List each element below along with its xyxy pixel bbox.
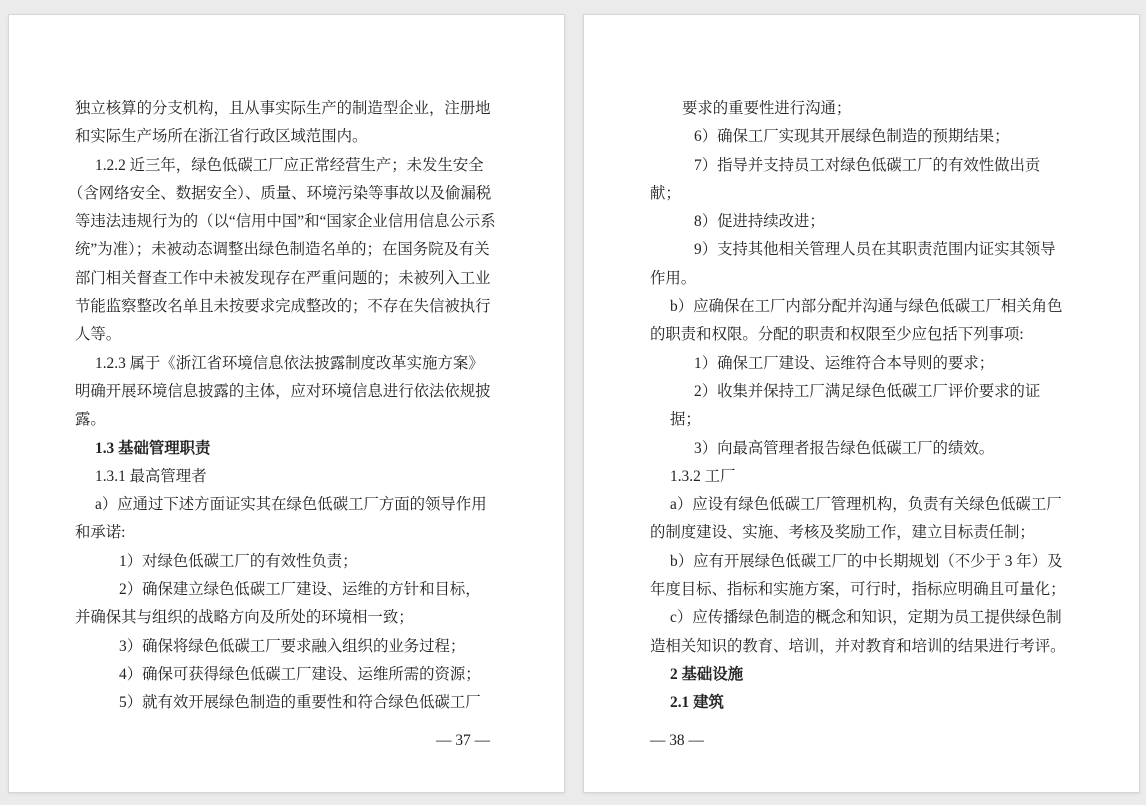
document-page	[583, 14, 1140, 793]
page-number: — 37 —	[436, 731, 490, 749]
text-line: 的制度建设、实施、考核及奖励工作，建立目标责任制；	[650, 524, 1035, 542]
text-line: 1.3 基础管理职责	[95, 439, 211, 457]
text-line: 人等。	[75, 326, 122, 344]
text-line: 2 基础设施	[670, 665, 744, 683]
text-line: 2）确保建立绿色低碳工厂建设、运维的方针和目标，	[119, 581, 481, 599]
text-line: 1.2.2 近三年，绿色低碳工厂应正常经营生产；未发生安全	[95, 156, 484, 174]
text-line: （含网络安全、数据安全）、质量、环境污染等事故以及偷漏税	[68, 184, 492, 202]
text-line: 和承诺:	[75, 524, 126, 542]
text-line: 等违法违规行为的（以“信用中国”和“国家企业信用信息公示系	[75, 213, 496, 231]
text-line: 年度目标、指标和实施方案，可行时，指标应明确且可量化；	[650, 581, 1066, 599]
text-line: 要求的重要性进行沟通；	[682, 100, 852, 117]
text-line: 节能监察整改名单且未按要求完成整改的；不存在失信被执行	[75, 298, 491, 316]
text-line: 6）确保工厂实现其开展绿色制造的预期结果；	[694, 128, 1010, 146]
text-line: 8）促进持续改进；	[694, 213, 825, 231]
text-line: 2）收集并保持工厂满足绿色低碳工厂评价要求的证	[694, 382, 1041, 400]
document-page	[8, 14, 565, 793]
text-line: 部门相关督查工作中未被发现存在严重问题的；未被列入工业	[75, 269, 491, 287]
text-line: 1.2.3 属于《浙江省环境信息依法披露制度改革实施方案》	[95, 354, 484, 372]
text-line: 1）确保工厂建设、运维符合本导则的要求；	[694, 354, 995, 372]
text-line: 露。	[75, 411, 106, 429]
text-line: a）应通过下述方面证实其在绿色低碳工厂方面的领导作用	[95, 496, 487, 514]
text-line: 并确保其与组织的战略方向及所处的环境相一致；	[75, 609, 414, 627]
text-line: 5）就有效开展绿色制造的重要性和符合绿色低碳工厂	[119, 694, 481, 712]
text-line: 作用。	[650, 269, 697, 287]
text-line: a）应设有绿色低碳工厂管理机构，负责有关绿色低碳工厂	[670, 496, 1062, 514]
text-line: 献；	[650, 184, 681, 202]
text-line: b）应有开展绿色低碳工厂的中长期规划（不少于 3 年）及	[670, 552, 1063, 570]
text-line: 7）指导并支持员工对绿色低碳工厂的有效性做出贡	[694, 156, 1041, 174]
text-line: 的职责和权限。分配的职责和权限至少应包括下列事项:	[650, 326, 1024, 344]
text-line: c）应传播绿色制造的概念和知识，定期为员工提供绿色制	[670, 609, 1062, 627]
page-number: — 38 —	[650, 731, 704, 749]
text-line: 据；	[670, 411, 701, 429]
text-line: 明确开展环境信息披露的主体，应对环境信息进行依法依规披	[75, 382, 491, 400]
text-line: 2.1 建筑	[670, 694, 724, 712]
text-line: b）应确保在工厂内部分配并沟通与绿色低碳工厂相关角色	[670, 298, 1063, 316]
text-line: 独立核算的分支机构，且从事实际生产的制造型企业，注册地	[75, 100, 491, 117]
text-line: 9）支持其他相关管理人员在其职责范围内证实其领导	[694, 241, 1056, 259]
two-page-spread	[8, 14, 1140, 793]
text-line: 和实际生产场所在浙江省行政区域范围内。	[75, 128, 368, 146]
text-line: 4）确保可获得绿色低碳工厂建设、运维所需的资源；	[119, 665, 481, 683]
text-line: 3）向最高管理者报告绿色低碳工厂的绩效。	[694, 439, 995, 457]
text-line: 3）确保将绿色低碳工厂要求融入组织的业务过程；	[119, 637, 466, 655]
text-line: 1.3.2 工厂	[670, 467, 736, 485]
text-line: 造相关知识的教育、培训，并对教育和培训的结果进行考评。	[650, 637, 1066, 655]
text-line: 统”为准）；未被动态调整出绿色制造名单的；在国务院及有关	[75, 241, 490, 259]
text-line: 1）对绿色低碳工厂的有效性负责；	[119, 552, 358, 570]
text-line: 1.3.1 最高管理者	[95, 467, 207, 485]
